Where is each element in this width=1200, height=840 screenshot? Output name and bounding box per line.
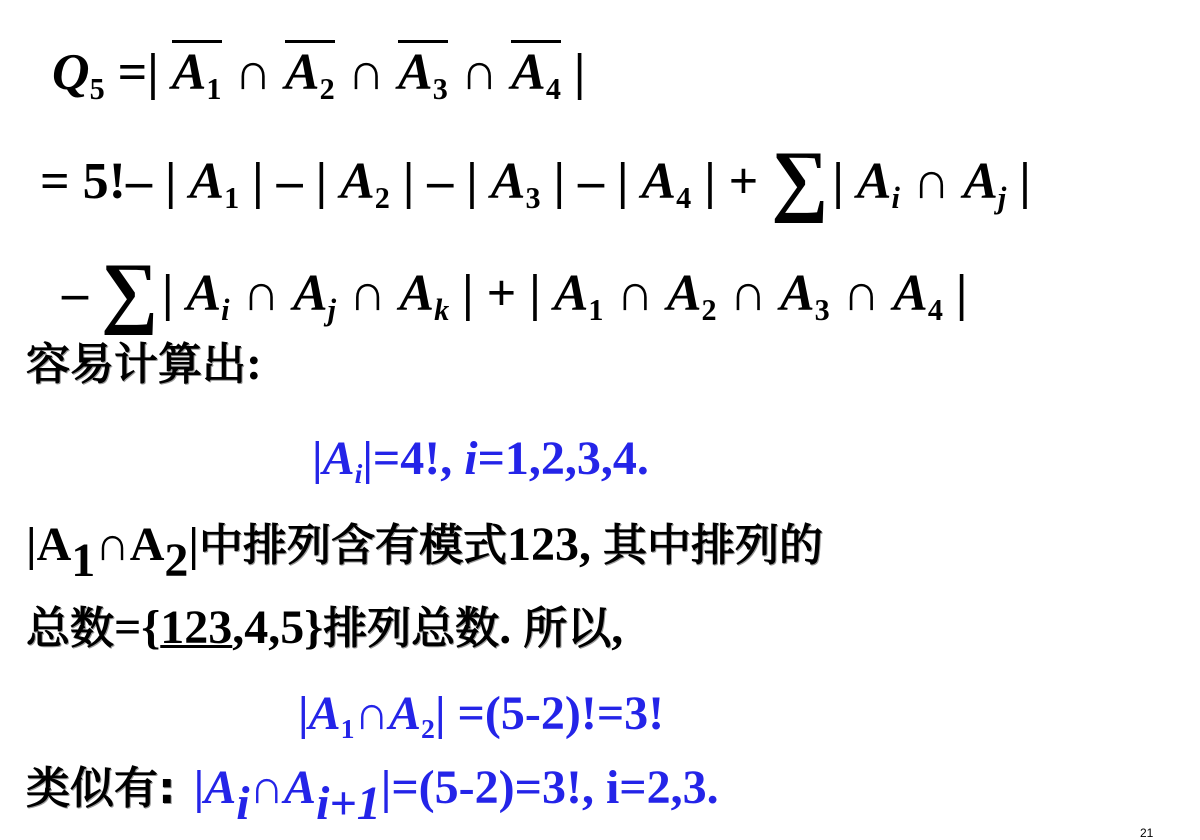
a-subscript: i [354, 459, 363, 491]
cjk-text: 总数 [26, 603, 114, 654]
five-factorial: = 5!– | [40, 153, 190, 210]
text-line-total [26, 601, 624, 654]
bar: | [162, 265, 187, 322]
a1-letter: A [308, 687, 341, 740]
minus-3: | – | [540, 153, 642, 210]
a2-subscript: 2 [701, 293, 717, 328]
sigma-symbol: ∑ [101, 248, 159, 336]
a3-subscript: 3 [525, 181, 541, 216]
a1-letter: A [171, 44, 207, 101]
bar: | [312, 432, 323, 485]
complement-a2 [284, 40, 335, 107]
equals-brace: ={ [114, 601, 161, 654]
cap-3: ∩ [447, 44, 512, 101]
range: =1,2,3,4. [477, 432, 649, 485]
comma: , [579, 518, 603, 571]
a1-subscript: 1 [224, 181, 240, 216]
a2-subscript: 2 [374, 181, 390, 216]
complement-a4 [511, 40, 561, 107]
i-var: i [464, 432, 478, 485]
formula-line-1 [52, 40, 586, 107]
a2-letter: A [129, 518, 165, 571]
bar: | [188, 518, 199, 571]
a2-letter: A [284, 44, 320, 101]
cap-4: ∩ [716, 265, 780, 322]
cjk-text: 排列总数 [323, 603, 500, 654]
closing-bar: | [1006, 153, 1031, 210]
ai-subscript: i [236, 777, 250, 831]
complement-a3 [398, 40, 448, 107]
result-line-ai [312, 432, 649, 491]
bar: | [26, 518, 37, 571]
minus-2: | – | [389, 153, 491, 210]
cap: ∩ [899, 153, 964, 210]
cap-1: ∩ [229, 265, 293, 322]
cap-2: ∩ [334, 44, 399, 101]
value: | =(5-2)!=3! [434, 687, 665, 740]
bar: | [298, 687, 309, 740]
cap-5: ∩ [829, 265, 894, 322]
underlined-block: 123 [160, 601, 233, 654]
text-line-similar [26, 761, 719, 831]
value: |=(5-2)=3!, i=2,3. [380, 761, 719, 814]
sigma-symbol: ∑ [771, 136, 829, 224]
q-symbol: Q [52, 44, 90, 101]
cap: ∩ [95, 518, 130, 571]
a4-subscript: 4 [545, 72, 561, 107]
text-line-a1a2 [26, 518, 823, 588]
ak-letter: A [399, 265, 435, 322]
cjk-text: 其中排列的 [603, 520, 823, 571]
bar: | [832, 153, 857, 210]
cjk-text: 类似有: [26, 763, 176, 814]
pattern-number: 123 [507, 518, 579, 571]
a4-subscript: 4 [676, 181, 692, 216]
ai-letter: A [856, 153, 892, 210]
closing-bar: | [560, 44, 586, 101]
a2-subscript: 2 [164, 534, 189, 588]
a-letter: A [322, 432, 355, 485]
a2-subscript: 2 [421, 714, 435, 746]
ak-subscript: k [434, 293, 450, 328]
a1-letter: A [553, 265, 589, 322]
a3-letter: A [490, 153, 526, 210]
a1-letter: A [36, 518, 72, 571]
a3-letter: A [779, 265, 815, 322]
closing-bar: | [942, 265, 968, 322]
plus: | + [691, 153, 772, 210]
a3-subscript: 3 [814, 293, 830, 328]
set-rest: ,4,5} [232, 601, 324, 654]
bar: | [193, 761, 205, 814]
page-number: 21 [1140, 826, 1154, 840]
a2-letter: A [389, 687, 422, 740]
ai1-letter: A [284, 761, 317, 814]
a2-subscript: 2 [319, 72, 335, 107]
cap-2: ∩ [336, 265, 400, 322]
a3-subscript: 3 [432, 72, 448, 107]
a2-letter: A [340, 153, 375, 210]
aj-subscript: j [997, 181, 1007, 216]
aj-letter: A [292, 265, 328, 322]
a4-subscript: 4 [927, 293, 943, 328]
aj-letter: A [963, 153, 998, 210]
complement-a1 [171, 40, 222, 107]
equals-bar: =| [104, 44, 159, 101]
ai1-subscript: i+1 [316, 777, 381, 831]
formula-line-2 [40, 136, 1031, 224]
cap-3: ∩ [603, 265, 667, 322]
q-subscript: 5 [89, 72, 105, 107]
ai-subscript: i [221, 293, 230, 328]
a3-letter: A [398, 44, 433, 101]
result-line-a1a2 [298, 687, 665, 746]
ai-subscript: i [891, 181, 900, 216]
aj-subscript: j [327, 293, 337, 328]
a4-letter: A [511, 44, 546, 101]
ai-letter: A [186, 265, 222, 322]
a4-letter: A [641, 153, 677, 210]
value: |=4!, [362, 432, 465, 485]
a4-letter: A [893, 265, 928, 322]
a1-subscript: 1 [588, 293, 604, 328]
period: . [499, 601, 524, 654]
comma: , [611, 601, 624, 654]
a1-subscript: 1 [340, 714, 355, 746]
cap-1: ∩ [221, 44, 285, 101]
a1-subscript: 1 [206, 72, 222, 107]
ai-letter: A [204, 761, 237, 814]
colon: : [246, 337, 262, 390]
cjk-text: 中排列含有模式 [199, 520, 507, 571]
a1-subscript: 1 [71, 534, 96, 588]
minus: – [62, 265, 101, 322]
a2-letter: A [666, 265, 702, 322]
cap: ∩ [354, 687, 390, 740]
plus: | + | [449, 265, 554, 322]
formula-line-3 [62, 248, 968, 336]
a1-letter: A [189, 153, 225, 210]
cap: ∩ [249, 761, 285, 814]
minus-1: | – | [239, 153, 341, 210]
text-line-compute [26, 337, 262, 390]
cjk-text: 容易计算出 [26, 339, 246, 390]
cjk-text: 所以 [523, 603, 612, 654]
